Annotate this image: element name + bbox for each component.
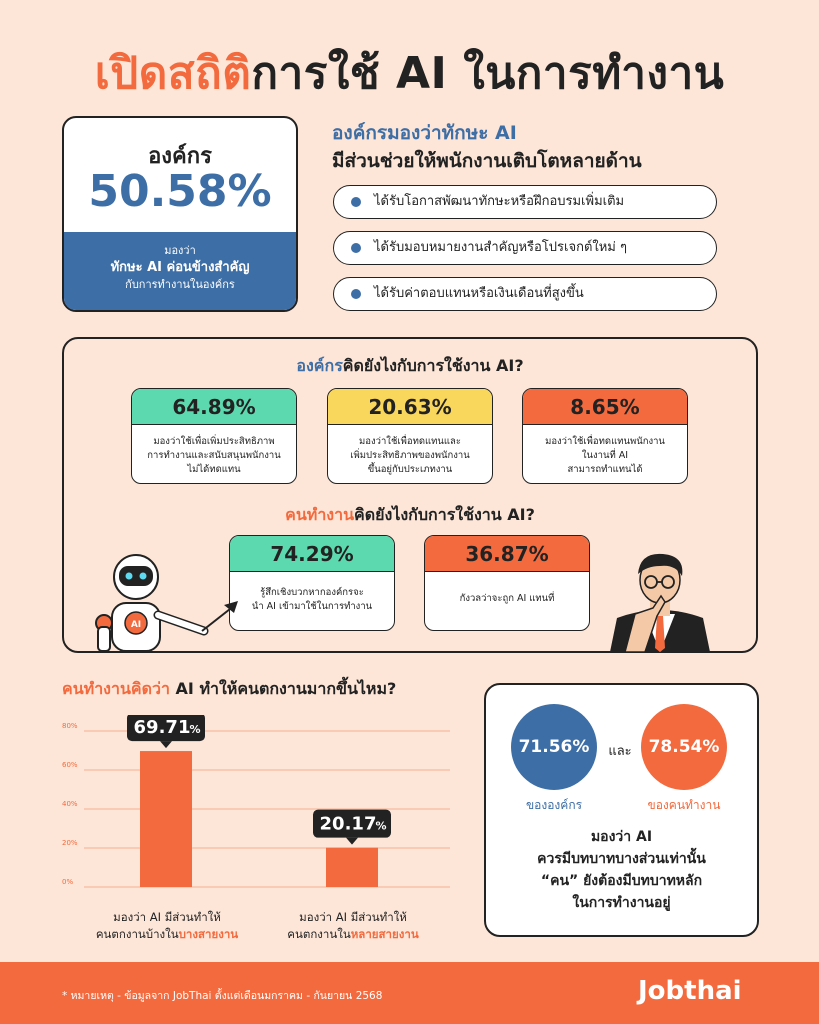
y-tick-label: 20% — [62, 839, 78, 847]
data-label-pointer — [160, 741, 172, 748]
org-skill-card — [62, 116, 298, 312]
bar — [326, 848, 378, 887]
y-tick-label: 60% — [62, 761, 78, 769]
data-label-pointer — [346, 838, 358, 845]
bullet-icon — [351, 243, 361, 253]
y-tick-label: 80% — [62, 722, 78, 730]
org-role-label: ขององค์กร — [525, 798, 583, 812]
y-tick-label: 40% — [62, 800, 78, 808]
y-tick-label: 0% — [62, 878, 74, 886]
worker-stat-card: 36.87% กังวลว่าจะถูก AI แทนที่ — [424, 535, 590, 631]
connector-text: และ — [608, 744, 632, 759]
org-stat-card: 64.89% มองว่าใช้เพื่อเพิ่มประสิทธิภาพ การทำงานและสนับสนุนพนักงาน ไม่ได้ทดแทน — [131, 388, 297, 484]
benefit-item: ได้รับมอบหมายงานสำคัญหรือโปรเจกต์ใหม่ ๆ — [333, 231, 717, 265]
bullet-icon — [351, 289, 361, 299]
robot-badge-label: AI — [130, 620, 142, 630]
data-label: 69.71 — [133, 717, 191, 739]
org-role-circle: 71.56% — [511, 704, 597, 790]
skills-subheading: มีส่วนช่วยให้พนักงานเติบโตหลายด้าน — [332, 150, 642, 172]
benefit-item: ได้รับโอกาสพัฒนาทักษะหรือฝึกอบรมเพิ่มเติม — [333, 185, 717, 219]
worker-stat-card: 74.29% รู้สึกเชิงบวกหากองค์กรจะ นำ AI เข้ามาใช้ในการทำงาน — [229, 535, 395, 631]
chart-title: คนทำงานคิดว่า AI ทำให้คนตกงานมากขึ้นไหม? — [62, 679, 397, 698]
org-skill-percent: 50.58% — [88, 166, 272, 217]
footer-note: * หมายเหตุ - ข้อมูลจาก JobThai ตั้งแต่เดือนมกราคม - กันยายน 2568 — [62, 990, 383, 1002]
org-stat-card: 20.63% มองว่าใช้เพื่อทดแทนและ เพิ่มประสิทธิภาพของพนักงาน ขึ้นอยู่กับประเภทงาน — [327, 388, 493, 484]
worker-role-label: ของคนทำงาน — [647, 798, 721, 812]
worker-role-circle: 78.54% — [641, 704, 727, 790]
org-stat-card: 8.65% มองว่าใช้เพื่อทดแทนพนักงาน ในงานที่ AI สามารถทำแทนได้ — [522, 388, 688, 484]
jobthai-logo: Jobthai — [638, 976, 742, 1006]
bar-caption-many-fields: มองว่า AI มีส่วนทำให้ คนตกงานในหลายสายงาน — [287, 910, 419, 941]
unemployment-bar-chart — [60, 715, 460, 895]
page-title: เปิดสถิติการใช้ AI ในการทำงาน — [94, 48, 725, 99]
org-question: องค์กรคิดยังไงกับการใช้งาน AI? — [296, 356, 524, 375]
skills-heading: องค์กรมองว่าทักษะ AI — [332, 122, 517, 144]
bullet-icon — [351, 197, 361, 207]
data-label: 20.17 — [319, 813, 377, 835]
worker-question: คนทำงานคิดยังไงกับการใช้งาน AI? — [285, 505, 535, 524]
robot-illustration — [92, 553, 252, 653]
bar — [140, 751, 192, 887]
bar-caption-some-fields: มองว่า AI มีส่วนทำให้ คนตกงานบ้างในบางสายงาน — [95, 910, 239, 941]
org-label: องค์กร — [148, 144, 212, 169]
org-skill-caption: มองว่า ทักษะ AI ค่อนข้างสำคัญ กับการทำงานในองค์กร — [64, 232, 296, 310]
man-illustration — [605, 552, 715, 652]
data-label-suffix: % — [189, 723, 201, 737]
role-message: มองว่า AI ควรมีบทบาทบางส่วนเท่านั้น “คน” ยังต้องมีบทบาทหลัก ในการทำงานอยู่ — [537, 829, 706, 911]
data-label-suffix: % — [375, 819, 387, 833]
benefit-item: ได้รับค่าตอบแทนหรือเงินเดือนที่สูงขึ้น — [333, 277, 717, 311]
